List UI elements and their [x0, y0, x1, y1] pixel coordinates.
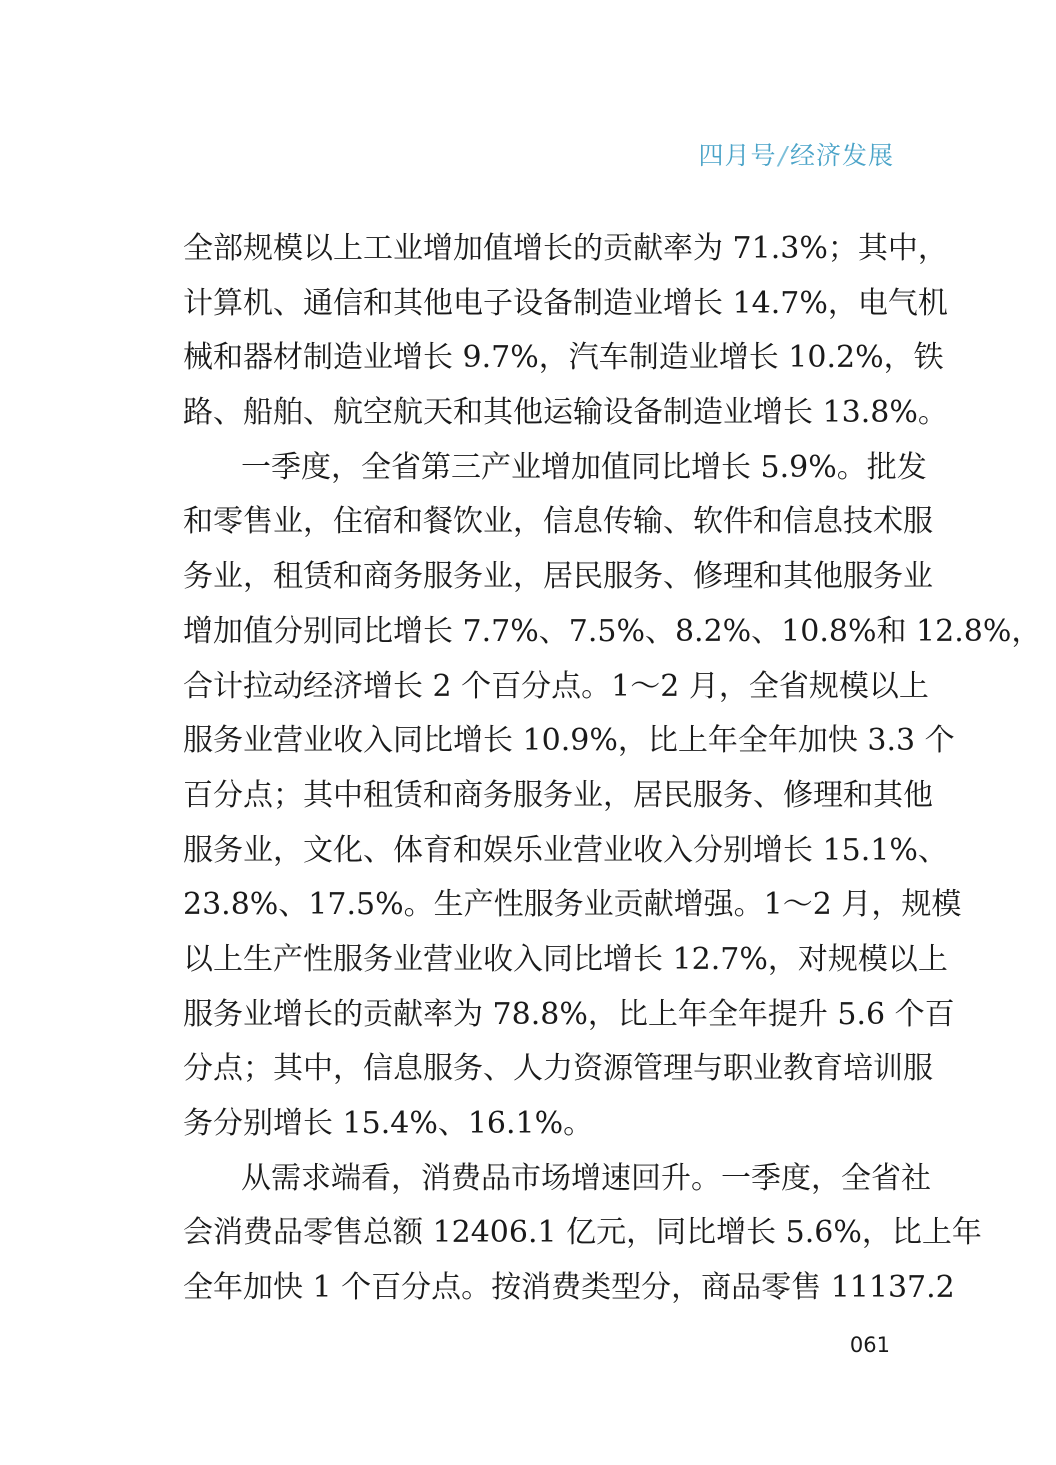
header-separator: /: [778, 141, 788, 170]
text-line: 务业，租赁和商务服务业，居民服务、修理和其他服务业: [183, 559, 933, 595]
text-line: 路、船舶、航空航天和其他运输设备制造业增长 13.8%。: [183, 395, 948, 431]
text-line: 分点；其中，信息服务、人力资源管理与职业教育培训服: [183, 1051, 933, 1087]
issue-label: 四月号: [698, 141, 777, 170]
text-line: 服务业，文化、体育和娱乐业营业收入分别增长 15.1%、: [183, 832, 948, 868]
text-line: 计算机、通信和其他电子设备制造业增长 14.7%，电气机: [183, 285, 948, 321]
body-text: [183, 222, 1042, 1316]
text-line: 会消费品零售总额 12406.1 亿元，同比增长 5.6%，比上年: [183, 1215, 982, 1251]
text-line: 以上生产性服务业营业收入同比增长 12.7%，对规模以上: [183, 941, 948, 977]
running-header: [699, 136, 894, 172]
text-line: 服务业增长的贡献率为 78.8%，比上年全年提升 5.6 个百: [183, 996, 955, 1032]
text-line: 增加值分别同比增长 7.7%、7.5%、8.2%、10.8%和 12.8%，: [183, 613, 1042, 649]
text-line: 从需求端看，消费品市场增速回升。一季度，全省社: [241, 1160, 931, 1196]
section-label: 经济发展: [789, 141, 894, 170]
text-line: 务分别增长 15.4%、16.1%。: [183, 1106, 594, 1141]
text-line: 全部规模以上工业增加值增长的贡献率为 71.3%；其中，: [183, 231, 948, 266]
text-line: 一季度，全省第三产业增加值同比增长 5.9%。批发: [241, 449, 927, 485]
text-line: 百分点；其中租赁和商务服务业，居民服务、修理和其他: [183, 777, 933, 813]
text-line: 和零售业，住宿和餐饮业，信息传输、软件和信息技术服: [183, 504, 933, 540]
text-line: 械和器材制造业增长 9.7%，汽车制造业增长 10.2%，铁: [183, 340, 944, 376]
text-line: 合计拉动经济增长 2 个百分点。1～2 月，全省规模以上: [183, 668, 929, 704]
page-number: 061: [849, 1333, 890, 1357]
text-line: 23.8%、17.5%。生产性服务业贡献增强。1～2 月，规模: [183, 887, 962, 923]
text-line: 全年加快 1 个百分点。按消费类型分，商品零售 11137.2: [183, 1270, 955, 1306]
text-line: 服务业营业收入同比增长 10.9%，比上年全年加快 3.3 个: [183, 723, 955, 759]
